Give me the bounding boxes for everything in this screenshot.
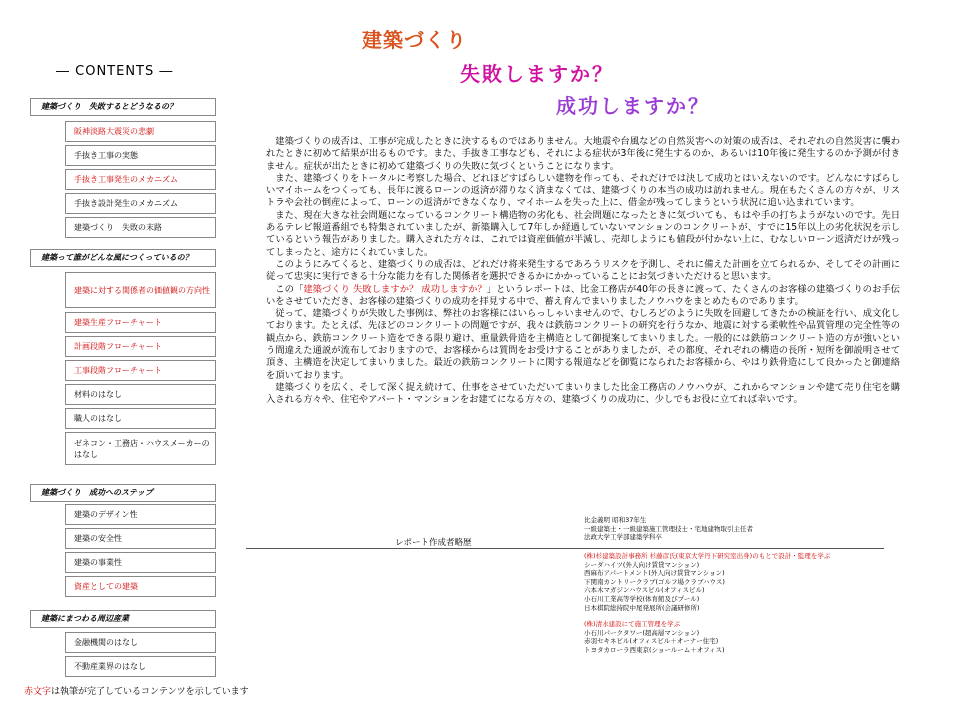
title-line-2: 失敗しますか？ <box>460 62 614 86</box>
divider <box>246 548 884 549</box>
author-resume <box>584 552 830 655</box>
nav-item-business[interactable]: 建築の事業性 <box>65 552 216 573</box>
paragraph-6: 従って、建築づくりが失敗した事例は、弊社のお客様にはいらっしゃいませんので、むしろどのように失敗を回避してきたかの検証を行い、成文化しております。たとえば、先ほどのコンクリートの問題ですが、我々は鉄筋コンクリートの研究を行うなか、地震に対する柔軟性や品質管理の完全性等の観点から、鉄筋コンクリート造をできる限り避け、重量鉄骨造を主構造として御提案してまいりました。一般的には鉄筋コンクリート造の方が強いという間違えた通説が流布しておりますので、お客様からは質問をお受けすることがありましたが、その都度、それぞれの構造の長所・短所を御説明させて頂き、主構造を決定してまいりました。最近の鉄筋コンクリートに関する報道などを御覧になられたお客様から、やはり鉄骨造にして良かったと御連絡を頂いております。 <box>266 308 900 381</box>
nav-item-finance[interactable]: 金融機関のはなし <box>65 632 216 653</box>
profile-line: 比金義明 昭和37年生 <box>584 516 647 524</box>
paragraph-2: また、建築づくりをトータルに考察した場合、どれほどすばらしい建物を作っても、それだけでは決して成功とはいえないのです。どんなにすばらしいマイホームをつくっても、長年に渡るローンの返済が滞りなく済まなくては、建築づくりの本当の成功は訪れません。現在もたくさんの方々が、リストラや会社の倒産によって、ローンの返済ができなくなり、マイホームを失った上に、借金が残ってしまうという状況に追い込まれています。 <box>266 172 900 209</box>
resume-item: 小石川工業高等学校(体育館及びプール) <box>584 594 700 603</box>
resume-item: 下関南カントリークラブ(ゴルフ場クラブハウス) <box>584 577 725 586</box>
resume-heading: (株)清水建設にて施工管理を学ぶ <box>584 620 681 629</box>
resume-item: 西麻布アパートメント(外人向け賃貸マンション) <box>584 569 725 578</box>
nav-item-contractors[interactable]: ゼネコン・工務店・ハウスメーカーのはなし <box>65 432 216 465</box>
profile-line: 一級建築士・一級建築施工管理技士・宅地建物取引主任者 <box>584 524 753 533</box>
title-line-1: 建築づくり <box>362 28 467 52</box>
resume-item: 小石川パークタワー(超高層マンション) <box>584 628 700 637</box>
nav-item-safety[interactable]: 建築の安全性 <box>65 528 216 549</box>
nav-section-related-industries: 建築にまつわる周辺産業 <box>30 610 216 628</box>
contents-heading: ― CONTENTS ― <box>56 64 174 79</box>
nav-section-failure: 建築づくり 失敗するとどうなるの？ <box>30 98 216 116</box>
resume-item: 六本木マガジンハウスビル(オフィスビル) <box>584 586 705 595</box>
paragraph-7: 建築づくりを広く、そして深く捉え続けて、仕事をさせていただいてまいりました比金工務店のノウハウが、これからマンションや建て売り住宅を購入される方々や、住宅やアパート・マンションをお建てになる方々の、建築づくりの成功に、少しでもお役に立てれば幸いです。 <box>266 381 900 406</box>
author-label: レポート作成者略歴 <box>395 538 472 548</box>
nav-item-planning-flow[interactable]: 計画段階フローチャート <box>65 336 216 357</box>
paragraph-3: また、現在大きな社会問題になっているコンクリート構造物の劣化も、社会問題になったときに気づいても、もはや手の打ちようがないのです。先日あるテレビ報道番組でも特集されていましたが、新築購入して7年しか経過していないマンションのコンクリートが、すでに15年以上の劣化状況を示しているという報告がありました。購入された方々は、これでは資産価値が半減し、売却しようにも値段が付かない上に、むなしいローン返済だけが残ってしまったと、途方にくれていました。 <box>266 209 901 258</box>
paragraph-5-b: 」というレポートは、比金工務店が40年の長きに渡って、たくさんのお客様の建築づくりのお手伝いをさせていただき、お客様の建築づくりの成功を拝見する中で、蓄え育んでまいりましたノウハウをまとめたものであります。 <box>266 283 900 307</box>
nav-item-real-estate[interactable]: 不動産業界のはなし <box>65 656 216 677</box>
nav-item-materials[interactable]: 材料のはなし <box>65 384 216 405</box>
nav-section-who-builds: 建築って誰がどんな風につくっているの？ <box>30 249 216 267</box>
resume-item: トヨタカローラ西東京(ショールーム＋オフィス) <box>584 645 725 654</box>
resume-item: シーダハイツ(外人向け賃貸マンション) <box>584 560 700 569</box>
nav-section-success-steps: 建築づくり 成功へのステップ <box>30 484 216 502</box>
resume-item: 赤羽セキネビル(オフィスビル＋オーナー住宅) <box>584 637 719 646</box>
nav-item-shoddy-work[interactable]: 手抜き工事の実態 <box>65 145 216 166</box>
paragraph-5-a: この「 <box>275 283 304 295</box>
legend-rest: は執筆が完了しているコンテンツを示しています <box>51 687 249 697</box>
nav-item-construction-flow[interactable]: 工事段階フローチャート <box>65 360 216 381</box>
legend-note <box>24 684 249 697</box>
nav-item-shoddy-design-mechanism[interactable]: 手抜き設計発生のメカニズム <box>65 193 216 214</box>
report-title-highlight: 建築づくり 失敗しますか？ 成功しますか？ <box>303 283 487 295</box>
profile-line: 法政大学工学部建築学科卒 <box>584 533 662 542</box>
nav-item-asset[interactable]: 資産としての建築 <box>65 576 216 597</box>
paragraph-1: 建築づくりの成否は、工事が完成したときに決するものではありません。大地震や台風などの自然災害への対策の成否は、それぞれの自然災害に襲われたときに初めて結果が出るものです。また、手抜き工事なども、それによる症状が3年後に発生するのか、あるいは10年後に発生するのか予測が付きません。症状が出たときに初めて建築づくりの失敗に気づくということになります。 <box>266 136 900 172</box>
intro-text <box>266 136 900 407</box>
nav-item-failure-end[interactable]: 建築づくり 失敗の末路 <box>65 217 216 238</box>
title-line-3: 成功しますか？ <box>556 94 710 118</box>
resume-item: 日本棋院総持院中尾発展所(会議研修所) <box>584 603 700 612</box>
nav-item-earthquake[interactable]: 阪神淡路大震災の悲劇 <box>65 121 216 142</box>
nav-item-production-flow[interactable]: 建築生産フローチャート <box>65 312 216 333</box>
resume-heading: (株)杉建築設計事務所 杉藤彦氏(東京大学丹下研究室出身)のもとで設計・監理を学ぶ <box>584 552 831 560</box>
paragraph-4: このようにみてくると、建築づくりの成否は、どれだけ将来発生するであろうリスクを予測し、それに備えた計画を立てられるか、そしてその計画に従って忠実に実行できる十分な能力を有した関係者を選択できるかにかかっていることにお気づきいただけると思います。 <box>266 258 900 283</box>
resume-gap <box>584 612 830 620</box>
nav-item-values[interactable]: 建築に対する関係者の価値観の方向性 <box>65 272 216 308</box>
legend-red-text: 赤文字 <box>24 687 52 697</box>
nav-item-design[interactable]: 建築のデザイン性 <box>65 504 216 525</box>
nav-item-craftsmen[interactable]: 職人のはなし <box>65 408 216 429</box>
nav-item-shoddy-work-mechanism[interactable]: 手抜き工事発生のメカニズム <box>65 169 216 190</box>
paragraph-5 <box>266 284 900 309</box>
author-profile <box>584 516 753 542</box>
